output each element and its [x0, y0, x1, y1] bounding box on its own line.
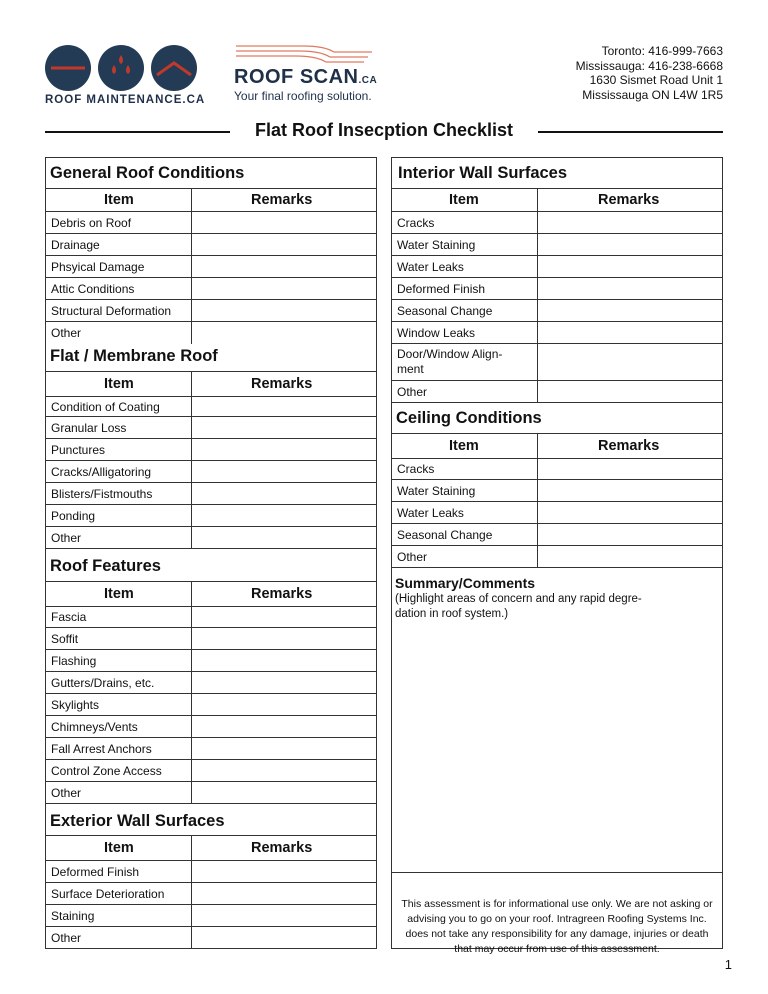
section-heading-general: General Roof Conditions: [50, 164, 245, 182]
table-row: Phsyical Damage: [46, 256, 376, 278]
summary-heading: Summary/Comments: [395, 575, 536, 591]
section-heading-flat-membrane: Flat / Membrane Roof: [50, 347, 218, 365]
table-row: Soffit: [46, 628, 376, 650]
section-heading-ceiling: Ceiling Conditions: [396, 409, 542, 427]
table-row: Attic Conditions: [46, 278, 376, 300]
section-heading-exterior-wall: Exterior Wall Surfaces: [50, 812, 225, 830]
table-row: Blisters/Fistmouths: [46, 483, 376, 505]
table-row: Water Leaks: [392, 502, 722, 524]
column-item: Item: [104, 376, 134, 392]
table-row: Deformed Finish: [392, 278, 722, 300]
table-row: Skylights: [46, 694, 376, 716]
table-row: Drainage: [46, 234, 376, 256]
table-header: [392, 433, 722, 459]
table-row: Other: [51, 326, 82, 340]
table-row: Water Staining: [392, 234, 722, 256]
table-row: Other: [51, 930, 82, 945]
logo-circle-line-icon: [45, 45, 91, 91]
table-row: Deformed Finish: [46, 861, 376, 883]
right-checklist-panel: [391, 157, 723, 955]
table-row: Chimneys/Vents: [46, 716, 376, 738]
tagline: Your final roofing solution.: [234, 89, 372, 103]
column-remarks: Remarks: [598, 438, 660, 454]
column-remarks: Remarks: [251, 840, 313, 856]
column-remarks: Remarks: [251, 192, 313, 208]
table-row: Ponding: [46, 505, 376, 527]
table-row: Punctures: [46, 439, 376, 461]
logo-circle-drops-icon: [98, 45, 144, 91]
summary-comments-area[interactable]: [392, 623, 722, 883]
brand-suffix: .CA: [358, 75, 378, 86]
table-row: Surface Deterioration: [46, 883, 376, 905]
company-logo-text: ROOF MAINTENANCE.CA: [45, 94, 206, 106]
table-row: Door/Window Align- ment: [392, 344, 722, 381]
title-divider-right: [538, 131, 723, 133]
column-remarks: Remarks: [251, 586, 313, 602]
contact-line: Mississauga: 416-238-6668: [575, 58, 723, 73]
table-row: Cracks: [392, 212, 722, 234]
table-header: [46, 188, 376, 212]
table-row: Flashing: [46, 650, 376, 672]
section-heading-roof-features: Roof Features: [50, 557, 161, 575]
table-row: Seasonal Change: [392, 524, 722, 546]
table-header: [46, 835, 376, 861]
table-row: Gutters/Drains, etc.: [46, 672, 376, 694]
table-row: Water Staining: [392, 480, 722, 502]
table-row: Staining: [46, 905, 376, 927]
table-row: Window Leaks: [392, 322, 722, 344]
table-row: Other: [46, 527, 376, 549]
brand-name: ROOF SCAN.CA: [234, 66, 378, 88]
table-header: [46, 371, 376, 397]
table-row: Other: [46, 782, 376, 804]
logo-circle-roof-icon: [151, 45, 197, 91]
left-checklist-panel: [45, 157, 377, 949]
table-row: Fascia: [46, 607, 376, 628]
contact-line: 1630 Sismet Road Unit 1: [589, 73, 723, 87]
table-row: Control Zone Access: [46, 760, 376, 782]
column-item: Item: [104, 586, 134, 602]
table-row: Condition of Coating: [46, 397, 376, 417]
column-item: Item: [104, 192, 134, 208]
table-row: Other: [392, 381, 722, 403]
table-row: Water Leaks: [392, 256, 722, 278]
column-item: Item: [449, 192, 479, 208]
contact-line: Mississauga ON L4W 1R5: [582, 87, 723, 102]
table-header: [392, 188, 722, 212]
table-row: Structural Deformation: [46, 300, 376, 322]
table-row: Seasonal Change: [392, 300, 722, 322]
disclaimer-divider: [392, 872, 722, 873]
column-remarks: Remarks: [598, 192, 660, 208]
table-row: Cracks/Alligatoring: [46, 461, 376, 483]
summary-instructions: (Highlight areas of concern and any rapid degre- dation in roof system.): [395, 593, 642, 620]
contact-line: Toronto: 416-999-7663: [601, 44, 723, 58]
table-row: Cracks: [392, 459, 722, 480]
disclaimer: This assessment is for informational use only. We are not asking or advising you to go on your roof. Intragreen Roofing Systems Inc. does not take any responsibility for any damage, injuries or death that may occur from use of this assessment.: [401, 898, 713, 955]
table-row: Granular Loss: [46, 417, 376, 439]
contact-info: [576, 44, 723, 102]
page-title: Flat Roof Insecption Checklist: [254, 120, 514, 140]
page-number: 1: [724, 957, 732, 972]
table-header: [46, 581, 376, 607]
section-heading-interior-wall: Interior Wall Surfaces: [398, 164, 568, 182]
table-row: Other: [392, 546, 722, 568]
table-row: Debris on Roof: [46, 212, 376, 234]
column-item: Item: [104, 840, 134, 856]
column-remarks: Remarks: [251, 376, 313, 392]
table-row: Fall Arrest Anchors: [46, 738, 376, 760]
roof-scan-lines-icon: [234, 42, 374, 66]
column-item: Item: [449, 438, 479, 454]
